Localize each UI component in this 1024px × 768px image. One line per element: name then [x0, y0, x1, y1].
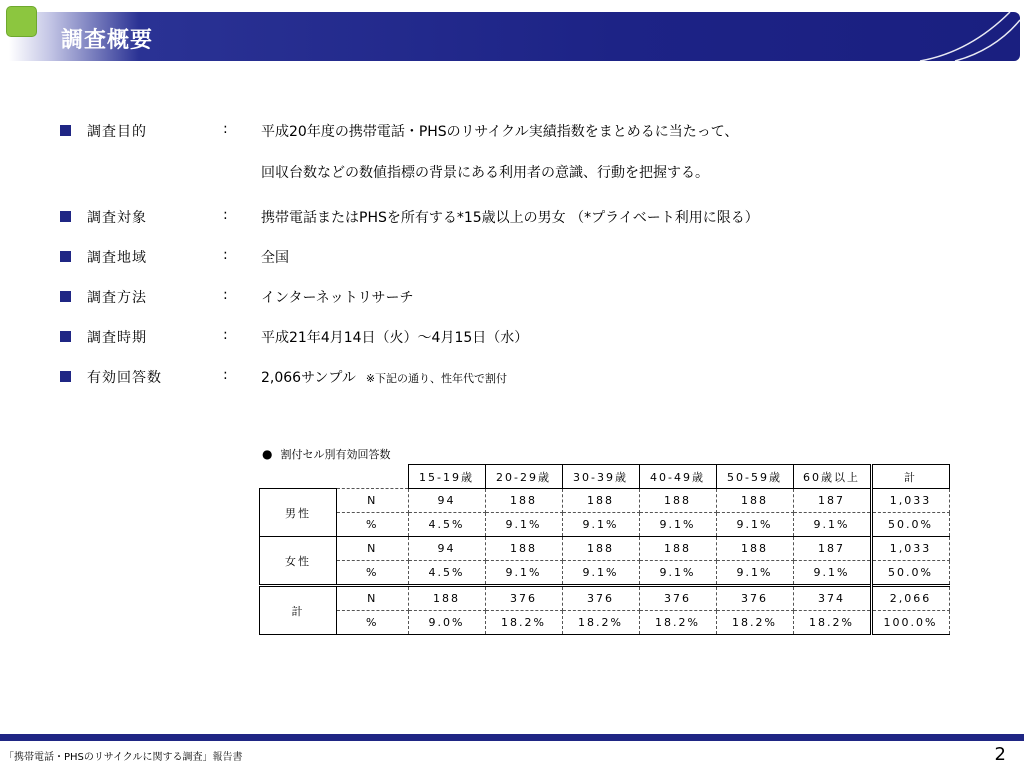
header-cell: 15-19歳 [408, 465, 485, 489]
data-cell: 9.1% [485, 561, 562, 586]
data-cell: 188 [562, 537, 639, 561]
list-item [60, 364, 960, 404]
sample-count: 2,066サンプル [261, 370, 356, 386]
header-cell: 40-49歳 [639, 465, 716, 489]
data-cell: 188 [485, 537, 562, 561]
allocation-note: ※下記の通り、性年代で割付 [365, 372, 508, 385]
data-cell: 18.2% [562, 611, 639, 635]
header-cell: 50-59歳 [716, 465, 793, 489]
data-cell: 9.0% [408, 611, 485, 635]
data-cell: 188 [485, 489, 562, 513]
bullet-square-icon [60, 371, 71, 382]
item-value: 平成21年4月14日（火）～4月15日（水） [261, 330, 529, 346]
list-item [60, 284, 960, 324]
item-label: 有効回答数 [87, 370, 162, 386]
item-label: 調査地域 [87, 250, 147, 266]
header-blank [260, 465, 337, 489]
data-cell: 376 [639, 586, 716, 611]
decorative-swoosh [900, 12, 1020, 61]
footer-bar [0, 734, 1024, 741]
data-cell: 18.2% [639, 611, 716, 635]
data-cell: 188 [562, 489, 639, 513]
row-type: N [337, 586, 409, 611]
allocation-table [259, 464, 950, 635]
table-row [260, 586, 950, 611]
group-label: 計 [260, 586, 337, 635]
data-cell: 9.1% [562, 513, 639, 537]
total-cell: 50.0% [871, 513, 949, 537]
table-row [260, 537, 950, 561]
item-label: 調査対象 [87, 210, 147, 226]
data-cell: 9.1% [716, 561, 793, 586]
data-cell: 9.1% [485, 513, 562, 537]
list-item [60, 118, 960, 204]
item-colon: : [223, 247, 228, 263]
data-cell: 187 [793, 537, 871, 561]
item-label: 調査方法 [87, 290, 147, 306]
bullet-square-icon [60, 291, 71, 302]
data-cell: 9.1% [562, 561, 639, 586]
title-bar [9, 12, 1020, 61]
total-cell: 1,033 [871, 537, 949, 561]
item-colon: : [223, 327, 228, 343]
bullet-square-icon [60, 251, 71, 262]
data-cell: 188 [716, 537, 793, 561]
header-cell: 20-29歳 [485, 465, 562, 489]
total-cell: 2,066 [871, 586, 949, 611]
data-cell: 18.2% [485, 611, 562, 635]
data-cell: 9.1% [716, 513, 793, 537]
header-cell-total: 計 [871, 465, 949, 489]
data-cell: 187 [793, 489, 871, 513]
table-row [260, 611, 950, 635]
table-row [260, 513, 950, 537]
row-type: % [337, 561, 409, 586]
total-cell: 100.0% [871, 611, 949, 635]
group-label: 男性 [260, 489, 337, 537]
page-number: 2 [994, 744, 1006, 765]
item-colon: : [223, 367, 228, 383]
data-cell: 94 [408, 537, 485, 561]
bullet-circle-icon: ● [262, 447, 273, 461]
item-value: 携帯電話またはPHSを所有する*15歳以上の男女 （*プライベート利用に限る） [261, 210, 759, 226]
total-cell: 50.0% [871, 561, 949, 586]
group-label: 女性 [260, 537, 337, 586]
item-colon: : [223, 207, 228, 223]
data-cell: 376 [716, 586, 793, 611]
data-cell: 94 [408, 489, 485, 513]
total-cell: 1,033 [871, 489, 949, 513]
list-item [60, 324, 960, 364]
page-title: 調査概要 [61, 28, 154, 53]
row-type: % [337, 513, 409, 537]
data-cell: 4.5% [408, 561, 485, 586]
bullet-square-icon [60, 125, 71, 136]
data-cell: 9.1% [639, 561, 716, 586]
survey-overview-list [60, 118, 960, 404]
item-colon: : [223, 287, 228, 303]
table-row [260, 489, 950, 513]
row-type: N [337, 537, 409, 561]
table-header-row [260, 465, 950, 489]
data-cell: 9.1% [639, 513, 716, 537]
footer-text: 「携帯電話・PHSのリサイクルに関する調査」報告書 [4, 752, 243, 763]
data-cell: 188 [639, 489, 716, 513]
item-label: 調査時期 [87, 330, 147, 346]
item-value-line2: 回収台数などの数値指標の背景にある利用者の意識、行動を把握する。 [261, 165, 709, 181]
row-type: % [337, 611, 409, 635]
data-cell: 374 [793, 586, 871, 611]
header-cell: 60歳以上 [793, 465, 871, 489]
table-caption-text: 割付セル別有効回答数 [280, 448, 391, 461]
data-cell: 376 [485, 586, 562, 611]
bullet-square-icon [60, 331, 71, 342]
data-cell: 376 [562, 586, 639, 611]
item-label: 調査目的 [87, 124, 147, 140]
data-cell: 9.1% [793, 561, 871, 586]
data-cell: 188 [408, 586, 485, 611]
item-colon: : [223, 121, 228, 137]
data-cell: 18.2% [716, 611, 793, 635]
table-caption [262, 446, 390, 462]
item-value: インターネットリサーチ [261, 290, 414, 306]
data-cell: 9.1% [793, 513, 871, 537]
table-row [260, 561, 950, 586]
data-cell: 4.5% [408, 513, 485, 537]
bullet-square-icon [60, 211, 71, 222]
item-value: 全国 [261, 250, 289, 266]
list-item [60, 204, 960, 244]
item-value: 平成20年度の携帯電話・PHSのリサイクル実績指数をまとめるに当たって、 [261, 124, 739, 140]
row-type: N [337, 489, 409, 513]
header-blank [337, 465, 409, 489]
data-cell: 188 [716, 489, 793, 513]
header-cell: 30-39歳 [562, 465, 639, 489]
logo-square [6, 6, 37, 37]
item-value [261, 367, 507, 387]
data-cell: 18.2% [793, 611, 871, 635]
list-item [60, 244, 960, 284]
data-cell: 188 [639, 537, 716, 561]
